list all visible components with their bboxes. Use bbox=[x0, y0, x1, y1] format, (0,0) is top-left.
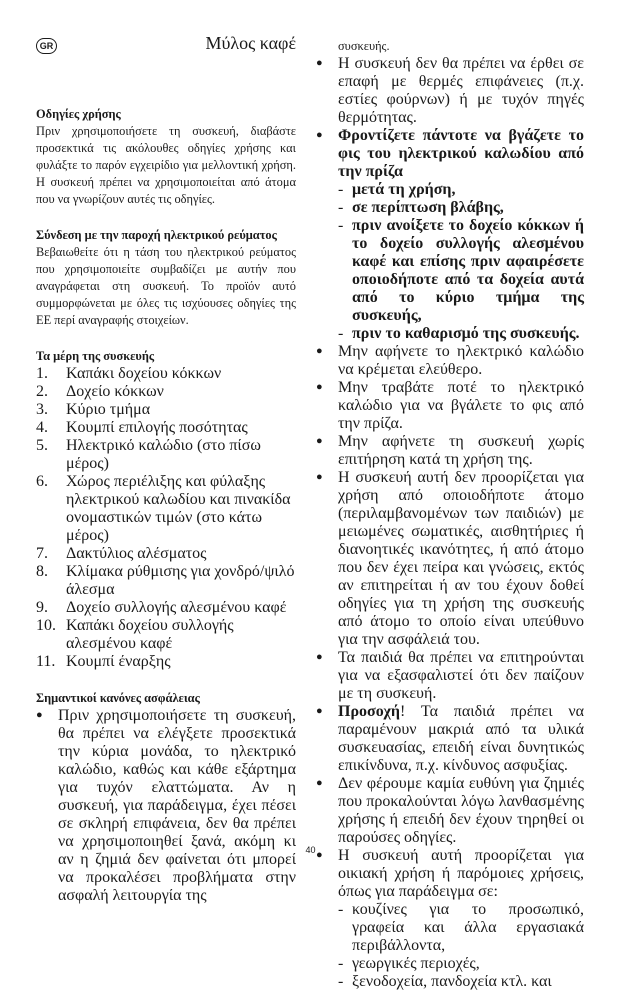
bullet-icon: ● bbox=[316, 129, 323, 141]
dash-item: - γεωργικές περιοχές, bbox=[338, 955, 480, 972]
dash-item: - κουζίνες για το προσωπικό, γραφεία και άλλα εργασιακά περιβάλλοντα, bbox=[338, 901, 584, 954]
list-item: 6. Χώρος περιέλιξης και φύλαξης ηλεκτρικού καλωδίου και πινακίδα ονομαστικών τιμών (στο κάτω μέρος) bbox=[36, 473, 291, 544]
language-badge: GR bbox=[36, 38, 57, 54]
list-item: 7. Δακτύλιος αλέσματος bbox=[36, 545, 207, 562]
list-item: 9. Δοχείο συλλογής αλεσμένου καφέ bbox=[36, 599, 287, 616]
list-item: ● Φροντίζετε πάντοτε να βγάζετε το φις του ηλεκτρικού καλωδίου από την πρίζα bbox=[316, 127, 584, 180]
list-item: 5. Ηλεκτρικό καλώδιο (στο πίσω μέρος) bbox=[36, 437, 261, 472]
left-column bbox=[36, 106, 296, 905]
bullet-icon: ● bbox=[316, 651, 323, 663]
list-item: ● Τα παιδιά θα πρέπει να επιτηρούνται για να εξασφαλιστεί ότι δεν παίζουν με τη συσκευή. bbox=[316, 649, 584, 702]
dash-item: - ξενοδοχεία, πανδοχεία κτλ. και bbox=[338, 973, 552, 990]
bullet-icon: ● bbox=[316, 381, 323, 393]
list-item: 2. Δοχείο κόκκων bbox=[36, 383, 164, 400]
list-item: ● Μην αφήνετε τη συσκευή χωρίς επιτήρηση κατά τη χρήση της. bbox=[316, 433, 584, 468]
usage-text: Πριν χρησιμοποιήσετε τη συσκευή, διαβάστε προσεκτικά τις ακόλουθες οδηγίες χρήσης και φυλάξτε το παρόν εγχειρίδιο για μελλοντική χρήση. Η συσκευή πρέπει να χρησιμοποιείται από άτομα που να γνωρίζουν αυτές τις οδηγίες. bbox=[36, 124, 296, 206]
dash-item: - πριν ανοίξετε το δοχείο κόκκων ή το δοχείο συλλογής αλεσμένου καφέ και επίσης πριν αφαιρέσετε οποιοδήποτε από τα δοχεία αυτά από το κύριο τμήμα της συσκευής, bbox=[338, 217, 584, 324]
list-item: ● Πριν χρησιμοποιήσετε τη συσκευή, θα πρέπει να ελέγξετε προσεκτικά την κύρια μονάδα, το ηλεκτρικό καλώδιο, καθώς και κάθε εξάρτημα για τυχόν ελαττώματα. Αν η συσκευή, για παράδειγμα, έχει πέσει σε σκληρή επιφάνεια, δεν θα πρέπει να χρησιμοποιηθεί ξανά, ακόμη κι αν η ζημιά δεν φαίνεται ότι μπορεί να προκαλέσει προβλήματα στην ασφαλή λειτουργία της bbox=[36, 707, 296, 904]
bullet-icon: ● bbox=[316, 471, 323, 483]
list-item: 10. Καπάκι δοχείου συλλογής αλεσμένου καφέ bbox=[36, 617, 234, 652]
list-item: ● Μην τραβάτε ποτέ το ηλεκτρικό καλώδιο για να βγάλετε το φις από την πρίζα. bbox=[316, 379, 584, 432]
list-item: ● Η συσκευή αυτή προορίζεται για οικιακή χρήση ή παρόμοιες χρήσεις, όπως για παράδειγμα σε: bbox=[316, 847, 584, 900]
bullet-icon: ● bbox=[316, 57, 323, 69]
list-item: 8. Κλίμακα ρύθμισης για χονδρό/ψιλό άλεσμα bbox=[36, 563, 295, 598]
bullet-icon: ● bbox=[316, 705, 323, 717]
list-item: 1. Καπάκι δοχείου κόκκων bbox=[36, 365, 222, 382]
page-number: 40 bbox=[305, 845, 316, 855]
dash-item: - πριν το καθαρισμό της συσκευής. bbox=[338, 325, 580, 342]
bullet-icon: ● bbox=[316, 435, 323, 447]
list-item: ● Μην αφήνετε το ηλεκτρικό καλώδιο να κρέμεται ελεύθερο. bbox=[316, 343, 584, 378]
parts-heading: Τα μέρη της συσκευής bbox=[36, 349, 155, 363]
dash-item: - σε περίπτωση βλάβης, bbox=[338, 199, 504, 216]
parts-list bbox=[36, 365, 296, 671]
bullet-icon: ● bbox=[316, 849, 323, 861]
bullet-icon: ● bbox=[316, 345, 323, 357]
list-item: ● Προσοχή! Τα παιδιά πρέπει να παραμένουν μακριά από τα υλικά συσκευασίας, επειδή είναι δυνητικώς επικίνδυνα, π.χ. κίνδυνος ασφυξίας. bbox=[316, 703, 584, 774]
list-item: ● Η συσκευή αυτή δεν προορίζεται για χρήση από οποιοδήποτε άτομο (περιλαμβανομένων των παιδιών) με μειωμένες σωματικές, αισθητήριες ή διανοητικές ικανότητες, ή από άτομο που δεν έχει πείρα και γνώσεις, εκτός αν επιτηρείται ή αν του έχουν δοθεί οδηγίες για τη χρήση της συσκευής από άτομο το οποίο είναι υπεύθυνο για την ασφάλειά του. bbox=[316, 469, 584, 648]
connection-text: Βεβαιωθείτε ότι η τάση του ηλεκτρικού ρεύματος που χρησιμοποιείτε συμβαδίζει με αυτήν που αναγράφεται στη συσκευή. Το προϊόν αυτό συμμορφώνεται με όλες τις ισχύουσες οδηγίες της ΕΕ περί αναγραφής στοιχείων. bbox=[36, 245, 296, 327]
list-item: ● Η συσκευή δεν θα πρέπει να έρθει σε επαφή με θερμές επιφάνειες (π.χ. εστίες φούρνων) ή με τυχόν πηγές θερμότητας. bbox=[316, 55, 584, 126]
list-item: 11. Κουμπί έναρξης bbox=[36, 653, 171, 670]
list-item: ● Δεν φέρουμε καμία ευθύνη για ζημιές που προκαλούνται λόγω λανθασμένης χρήσης ή επειδή δεν έχουν τηρηθεί οι παρούσες οδηγίες. bbox=[316, 775, 584, 846]
dash-item: - μετά τη χρήση, bbox=[338, 181, 456, 198]
connection-heading: Σύνδεση με την παροχή ηλεκτρικού ρεύματος bbox=[36, 228, 277, 242]
bullet-icon: ● bbox=[36, 709, 43, 721]
bullet-icon: ● bbox=[316, 777, 323, 789]
continued-text: συσκευής. bbox=[338, 39, 390, 53]
list-item: 4. Κουμπί επιλογής ποσότητας bbox=[36, 419, 248, 436]
list-item: 3. Κύριο τμήμα bbox=[36, 401, 151, 418]
safety-heading: Σημαντικοί κανόνες ασφάλειας bbox=[36, 691, 200, 705]
usage-heading: Οδηγίες χρήσης bbox=[36, 107, 121, 121]
document-title: Μύλος καφέ bbox=[205, 33, 296, 53]
